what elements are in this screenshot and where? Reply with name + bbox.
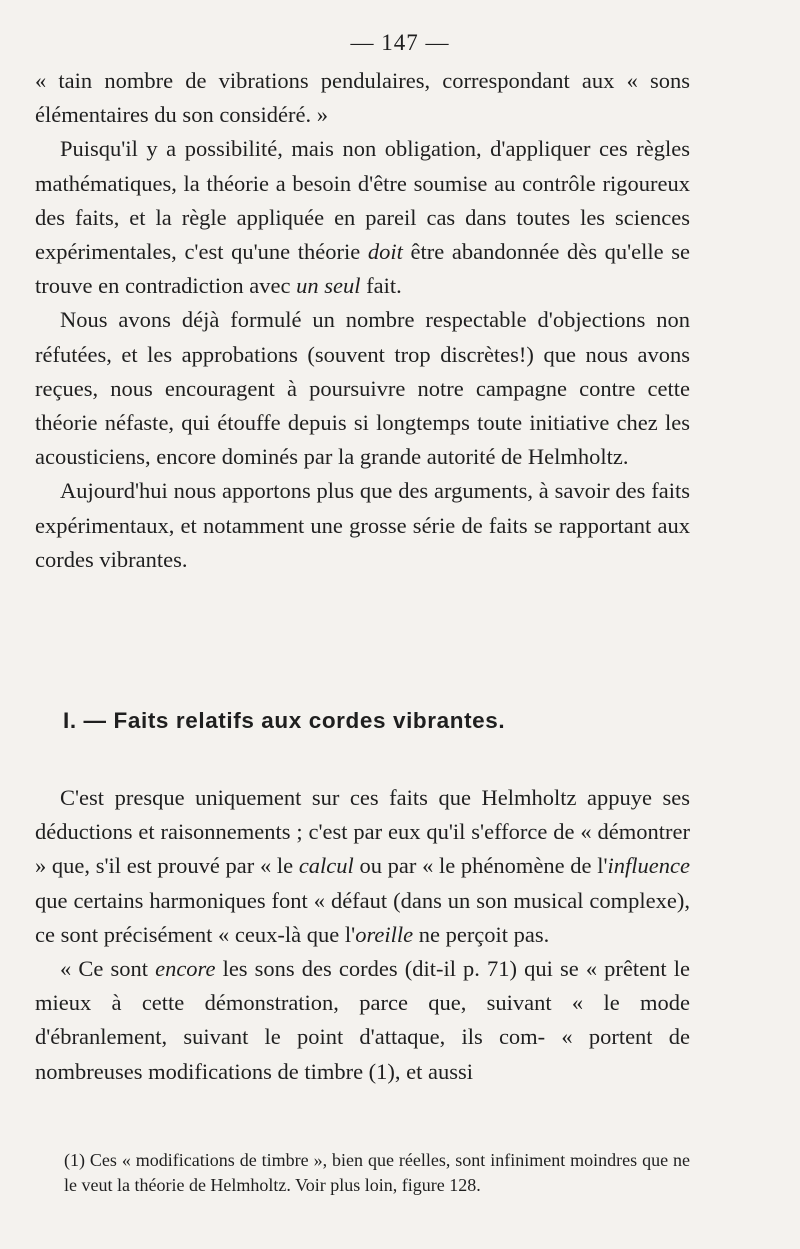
paragraph-objections: Nous avons déjà formulé un nombre respectable d'objections non réfutées, et les approbations (souvent trop discrètes!) que nous avons reçues, nous encouragent à poursuivre notre campagne contre cette théorie néfaste, qui étouffe depuis si longtemps toute initiative chez les acousticiens, encore dominés par la grande autorité de Helmholtz. xyxy=(35,307,690,470)
body-text-bottom xyxy=(35,781,690,1089)
paragraph-string-sounds: « Ce sont encore les sons des cordes (dit-il p. 71) qui se « prêtent le mieux à cette démonstration, parce que, suivant « le mode d'ébranlement, suivant le point d'attaque, ils com- « portent de nombreuses modifications de timbre (1), et aussi xyxy=(35,956,690,1084)
footnote-text: (1) Ces « modifications de timbre », bien que réelles, sont infiniment moindres que ne le veut la théorie de Helmholtz. Voir plus loin, figure 128. xyxy=(64,1150,690,1195)
section-heading: I. — Faits relatifs aux cordes vibrantes. xyxy=(63,708,506,733)
emphasis-influence: influence xyxy=(607,853,690,879)
emphasis-un-seul: un seul xyxy=(296,273,361,299)
page-number: — 147 — xyxy=(350,30,450,55)
paragraph-theory-control: Puisqu'il y a possibilité, mais non obligation, d'appliquer ces règles mathématiques, la théorie a besoin d'être soumise au contrôle rigoureux des faits, et la règle appliquée en pareil cas dans toutes les sciences expérimentales, c'est qu'une théorie doit être abandonnée dès qu'elle se trouve en contradiction avec un seul fait. xyxy=(35,136,690,299)
paragraph-helmholtz-deductions: C'est presque uniquement sur ces faits que Helmholtz appuye ses déductions et raisonnements ; c'est par eux qu'il s'efforce de « démontrer » que, s'il est prouvé par « le calcul ou par « le phénomène de l'influence que certains harmoniques font « défaut (dans un son musical complexe), ce sont précisément « ceux-là que l'oreille ne perçoit pas. xyxy=(35,785,690,947)
emphasis-oreille: oreille xyxy=(355,921,414,947)
emphasis-calcul: calcul xyxy=(298,853,354,879)
paragraph-arguments: Aujourd'hui nous apportons plus que des arguments, à savoir des faits expérimentaux, et notamment une grosse série de faits se rapportant aux cordes vibrantes. xyxy=(35,478,690,572)
emphasis-doit: doit xyxy=(367,239,403,265)
paragraph-quote-continuation: « tain nombre de vibrations pendulaires, correspondant aux « sons élémentaires du son considéré. » xyxy=(35,68,690,128)
body-text-top xyxy=(35,64,690,577)
emphasis-encore: encore xyxy=(155,956,216,982)
footnote xyxy=(48,1148,690,1198)
